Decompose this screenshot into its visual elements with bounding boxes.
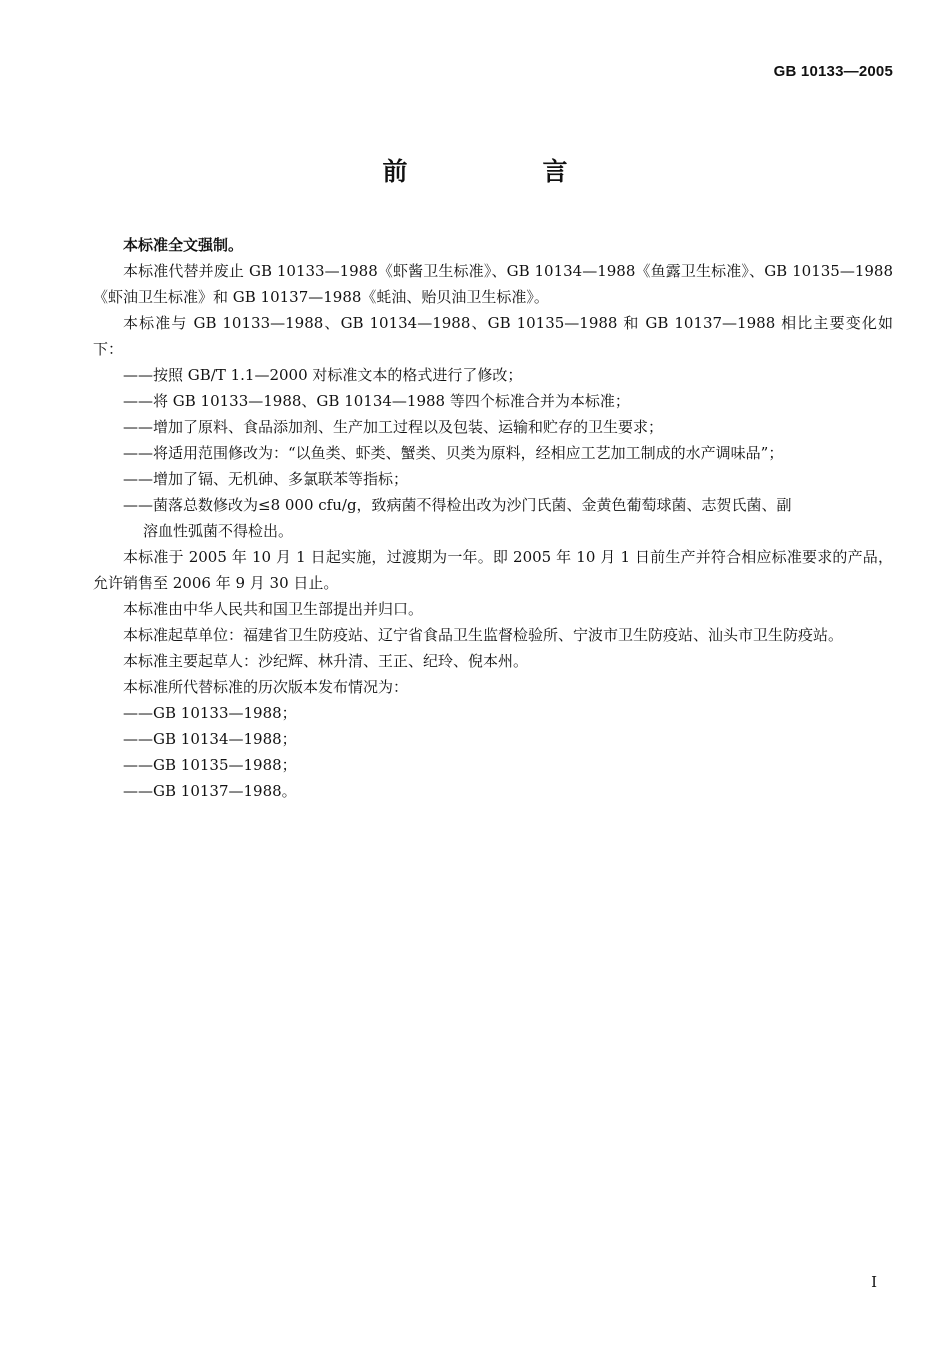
change-item: ——增加了镉、无机砷、多氯联苯等指标； bbox=[123, 470, 409, 488]
change-item: ——按照 GB/T 1.1—2000 对标准文本的格式进行了修改； bbox=[123, 366, 523, 384]
change-item: ——将适用范围修改为：“以鱼类、虾类、蟹类、贝类为原料，经相应工艺加工制成的水产调味品”； bbox=[123, 444, 784, 462]
history-item: ——GB 10133—1988； bbox=[123, 704, 297, 722]
paragraph-drafting-units: 本标准起草单位：福建省卫生防疫站、辽宁省食品卫生监督检验所、宁波市卫生防疫站、汕头市卫生防疫站。 bbox=[123, 626, 844, 644]
foreword-body bbox=[93, 232, 893, 804]
page-number: I bbox=[871, 1273, 877, 1291]
paragraph-replaces: 本标准代替并废止 GB 10133—1988《虾酱卫生标准》、GB 10134—1988《鱼露卫生标准》、GB 10135—1988《虾油卫生标准》和 GB 10137—1988《蚝油、贻贝油卫生标准》。 bbox=[93, 262, 893, 306]
paragraph-effective-date: 本标准于 2005 年 10 月 1 日起实施，过渡期为一年。即 2005 年 10 月 1 日前生产并符合相应标准要求的产品，允许销售至 2006 年 9 月 30 日止。 bbox=[93, 548, 893, 592]
history-item: ——GB 10134—1988； bbox=[123, 730, 297, 748]
paragraph-history-intro: 本标准所代替标准的历次版本发布情况为： bbox=[123, 678, 409, 696]
page-title: 前 言 bbox=[382, 157, 623, 186]
standard-code: GB 10133—2005 bbox=[773, 63, 893, 80]
change-item: ——增加了原料、食品添加剂、生产加工过程以及包装、运输和贮存的卫生要求； bbox=[123, 418, 664, 436]
history-item: ——GB 10137—1988。 bbox=[123, 782, 297, 800]
change-item-microbial: ——菌落总数修改为≤8 000 cfu/g，致病菌不得检出改为沙门氏菌、金黄色葡萄球菌、志贺氏菌、副 bbox=[123, 496, 792, 514]
paragraph-mandatory: 本标准全文强制。 bbox=[123, 236, 244, 254]
history-item: ——GB 10135—1988； bbox=[123, 756, 297, 774]
paragraph-drafters: 本标准主要起草人：沙纪辉、林升清、王正、纪玲、倪本州。 bbox=[123, 652, 529, 670]
paragraph-changes-intro: 本标准与 GB 10133—1988、GB 10134—1988、GB 10135—1988 和 GB 10137—1988 相比主要变化如下： bbox=[93, 314, 893, 358]
change-item: ——将 GB 10133—1988、GB 10134—1988 等四个标准合并为本标准； bbox=[123, 392, 630, 410]
paragraph-proposed-by: 本标准由中华人民共和国卫生部提出并归口。 bbox=[123, 600, 424, 618]
change-item-microbial-cont: 溶血性弧菌不得检出。 bbox=[143, 522, 294, 540]
